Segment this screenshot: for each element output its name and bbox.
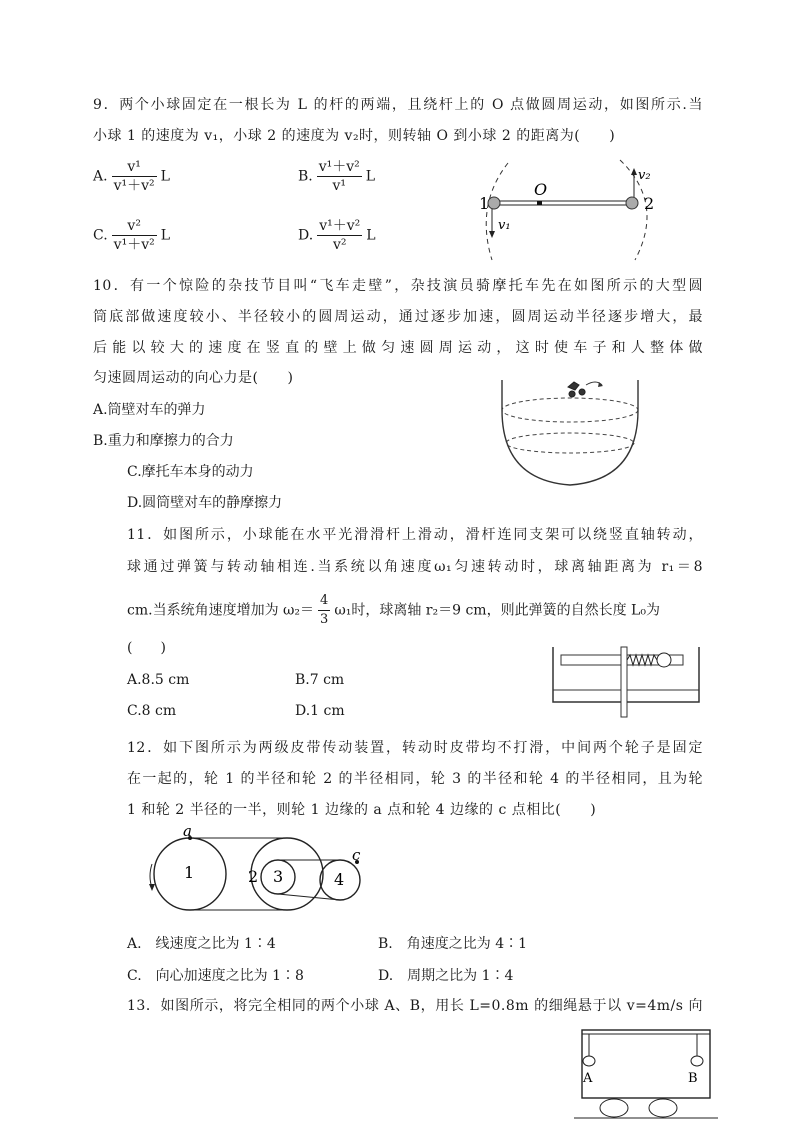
q13-text-line-1: 13．如图所示，将完全相同的两个小球 A、B，用长 L=0.8m 的细绳悬于以 v=4m/s 向	[127, 998, 703, 1014]
q12-label-1: 1	[184, 863, 195, 882]
q10-lower-ring	[506, 433, 634, 453]
q11-text-line-3: cm.当系统角速度增加为 ω₂＝ $\frac{4}{3}$ ω₁时，球离轴 r₂＝9 cm，则此弹簧的自然长度 L₀为	[127, 593, 660, 627]
q10-motorcycle-icon	[568, 382, 585, 397]
q9-label-v1: v₁	[498, 218, 511, 233]
q10-option-c: C.摩托车本身的动力	[127, 464, 254, 480]
q11-option-a: A.8.5 cm	[127, 672, 190, 688]
q10-upper-ring	[502, 398, 638, 422]
q9-pivot	[537, 201, 542, 205]
q9-option-b: B. $\frac{\text{v¹＋v²}}{\text{v¹}}$ L	[298, 159, 376, 194]
q10-option-a: A.筒壁对车的弹力	[93, 402, 206, 418]
q12-label-4: 4	[334, 870, 345, 889]
q9-text-line-2: 小球 1 的速度为 v₁，小球 2 的速度为 v₂时，则转轴 O 到小球 2 的距离为( )	[93, 128, 616, 144]
q11-spring	[627, 655, 657, 665]
q10-text-line-2: 筒底部做速度较小、半径较小的圆周运动，通过逐步加速，圆周运动半径逐步增大，最	[93, 309, 703, 325]
q13-ball-a	[583, 1056, 595, 1066]
q12-belt-figure	[140, 822, 370, 917]
q13-cart-body	[582, 1030, 710, 1098]
q9-label-v2: v₂	[638, 168, 651, 183]
q9-option-d: D. $\frac{\text{v¹＋v²}}{\text{v²}}$ L	[298, 218, 376, 253]
q12-rotation-arrowhead	[149, 884, 155, 891]
q9-text-line-1: 9．两个小球固定在一根长为 L 的杆的两端，且绕杆上的 O 点做圆周运动，如图所示.当	[93, 97, 703, 113]
q10-cylinder-figure	[498, 375, 648, 495]
q11-text-line-1: 11．如图所示，小球能在水平光滑滑杆上滑动，滑杆连同支架可以绕竖直轴转动，	[127, 527, 703, 543]
q11-rotation-axis	[621, 647, 627, 717]
q11-option-b: B.7 cm	[295, 672, 345, 688]
q9-ball-2	[626, 197, 638, 209]
q11-option-d: D.1 cm	[295, 703, 345, 719]
q9-ball-1	[488, 197, 500, 209]
q12-option-b: B. 角速度之比为 4∶1	[378, 936, 528, 952]
q10-text-line-1: 10．有一个惊险的杂技节目叫“飞车走壁”，杂技演员骑摩托车先在如图所示的大型圆	[93, 278, 703, 294]
q10-option-b: B.重力和摩擦力的合力	[93, 433, 234, 449]
q12-label-c: c	[352, 846, 361, 864]
q11-text-line-4: ( )	[127, 640, 166, 656]
q13-wheel-right	[649, 1099, 677, 1117]
q12-option-c: C. 向心加速度之比为 1∶8	[127, 968, 304, 984]
q12-option-a: A. 线速度之比为 1∶4	[127, 936, 276, 952]
q11-ball	[657, 653, 671, 667]
q12-label-3: 3	[273, 867, 284, 886]
q9-v2-arrowhead	[631, 168, 637, 175]
q12-text-line-2: 在一起的，轮 1 的半径和轮 2 的半径相同，轮 3 的半径和轮 4 的半径相同，且为轮	[127, 771, 703, 787]
q12-text-line-3: 1 和轮 2 半径的一半，则轮 1 边缘的 a 点和轮 4 边缘的 c 点相比( )	[127, 802, 597, 818]
q13-label-a: A	[583, 1071, 593, 1086]
q9-path-ball1	[486, 163, 508, 260]
q12-label-2: 2	[248, 867, 259, 886]
q9-option-c: C. $\frac{\text{v²}}{\text{v¹＋v²}}$ L	[93, 218, 171, 253]
q13-cart-figure	[570, 1024, 720, 1123]
q13-label-b: B	[688, 1071, 698, 1086]
q11-text-line-2: 球通过弹簧与转动轴相连.当系统以角速度ω₁匀速转动时，球离轴距离为 r₁＝8	[127, 559, 703, 575]
q11-option-c: C.8 cm	[127, 703, 177, 719]
q9-option-a: A. $\frac{\text{v¹}}{\text{v¹＋v²}}$ L	[93, 159, 170, 194]
q9-label-2: 2	[644, 194, 655, 213]
q10-text-line-3: 后能以较大的速度在竖直的壁上做匀速圆周运动，这时使车子和人整体做	[93, 340, 703, 356]
q13-wheel-left	[600, 1099, 628, 1117]
q10-text-line-4: 匀速圆周运动的向心力是( )	[93, 370, 294, 386]
q12-label-a: a	[183, 822, 192, 840]
q10-option-d: D.圆筒壁对车的静摩擦力	[127, 495, 283, 511]
q9-label-o: O	[534, 180, 548, 199]
q11-spring-figure	[552, 645, 702, 720]
q9-label-1: 1	[479, 194, 490, 213]
q9-v1-arrowhead	[489, 231, 495, 238]
q9-rod-figure	[470, 155, 675, 265]
q9-rod	[494, 201, 632, 205]
q12-text-line-1: 12．如下图所示为两级皮带传动装置，转动时皮带均不打滑，中间两个轮子是固定	[127, 740, 703, 756]
q13-ball-b	[691, 1056, 703, 1066]
q12-option-d: D. 周期之比为 1∶4	[378, 968, 514, 984]
